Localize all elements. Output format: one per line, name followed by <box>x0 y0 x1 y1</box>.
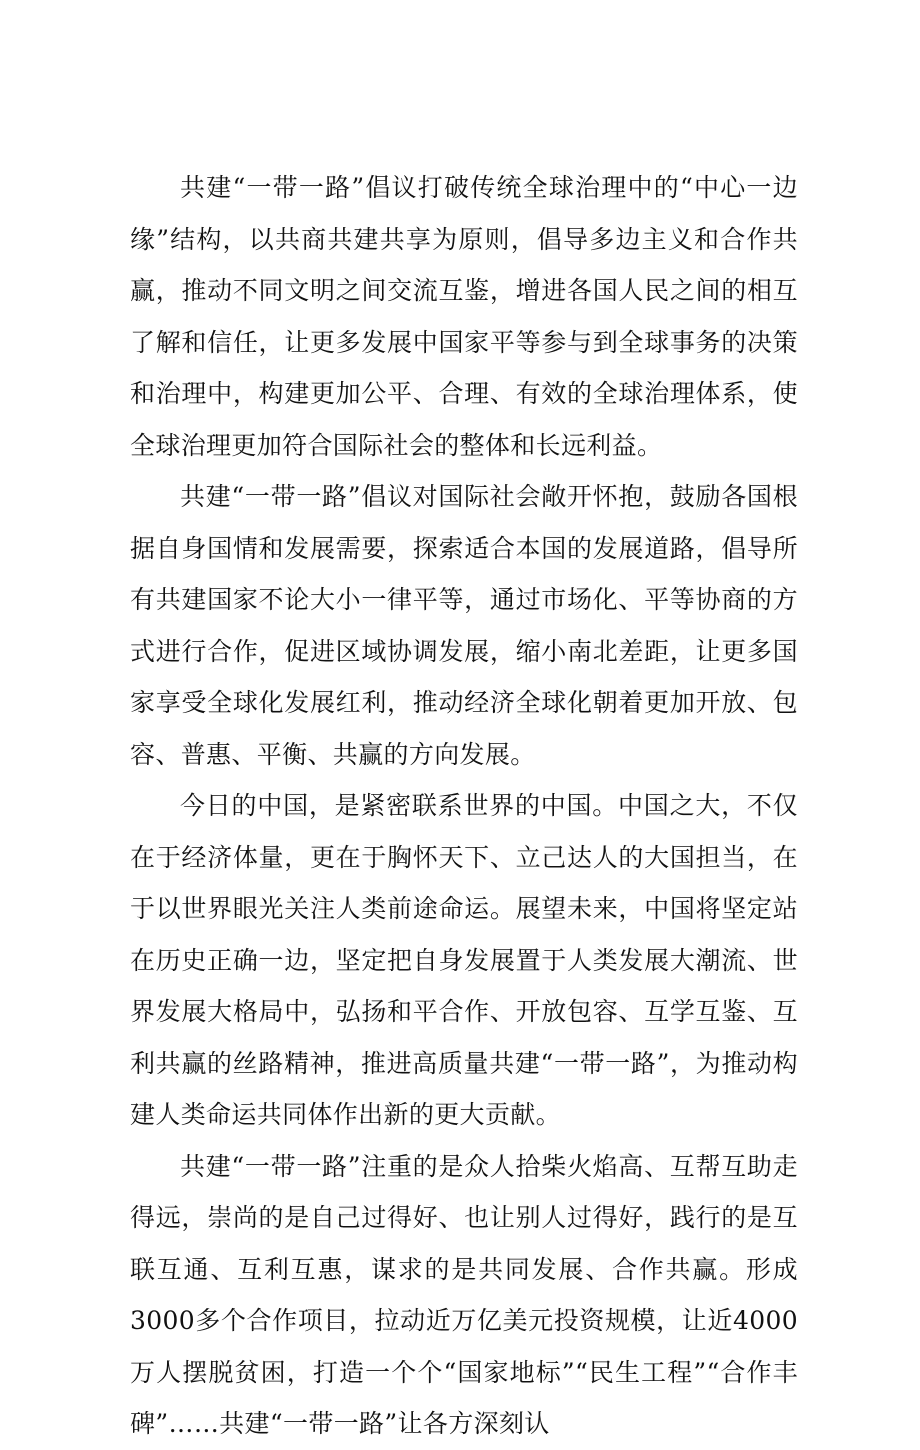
paragraph-open-embrace: 共建“一带一路”倡议对国际社会敞开怀抱，鼓励各国根据自身国情和发展需要，探索适合本国的发展道路，倡导所有共建国家不论大小一律平等，通过市场化、平等协商的方式进行合作，促进区域协调发展，缩小南北差距，让更多国家享受全球化发展红利，推动经济全球化朝着更加开放、包容、普惠、平衡、共赢的方向发展。 <box>130 482 798 769</box>
document-body <box>130 162 798 1450</box>
paragraph-china-today: 今日的中国，是紧密联系世界的中国。中国之大，不仅在于经济体量，更在于胸怀天下、立己达人的大国担当，在于以世界眼光关注人类前途命运。展望未来，中国将坚定站在历史正确一边，坚定把自身发展置于人类发展大潮流、世界发展大格局中，弘扬和平合作、开放包容、互学互鉴、互利共赢的丝路精神，推进高质量共建“一带一路”，为推动构建人类命运共同体作出新的更大贡献。 <box>130 791 798 1129</box>
paragraph-cooperation-results: 共建“一带一路”注重的是众人拾柴火焰高、互帮互助走得远，崇尚的是自己过得好、也让别人过得好，践行的是互联互通、互利互惠，谋求的是共同发展、合作共赢。形成3000多个合作项目，拉动近万亿美元投资规模，让近4000万人摆脱贫困，打造一个个“国家地标”“民生工程”“合作丰碑”……共建“一带一路”让各方深刻认 <box>130 1151 798 1438</box>
paragraph-global-governance: 共建“一带一路”倡议打破传统全球治理中的“中心一边缘”结构，以共商共建共享为原则，倡导多边主义和合作共赢，推动不同文明之间交流互鉴，增进各国人民之间的相互了解和信任，让更多发展中国家平等参与到全球事务的决策和治理中，构建更加公平、合理、有效的全球治理体系，使全球治理更加符合国际社会的整体和长远利益。 <box>130 173 798 460</box>
